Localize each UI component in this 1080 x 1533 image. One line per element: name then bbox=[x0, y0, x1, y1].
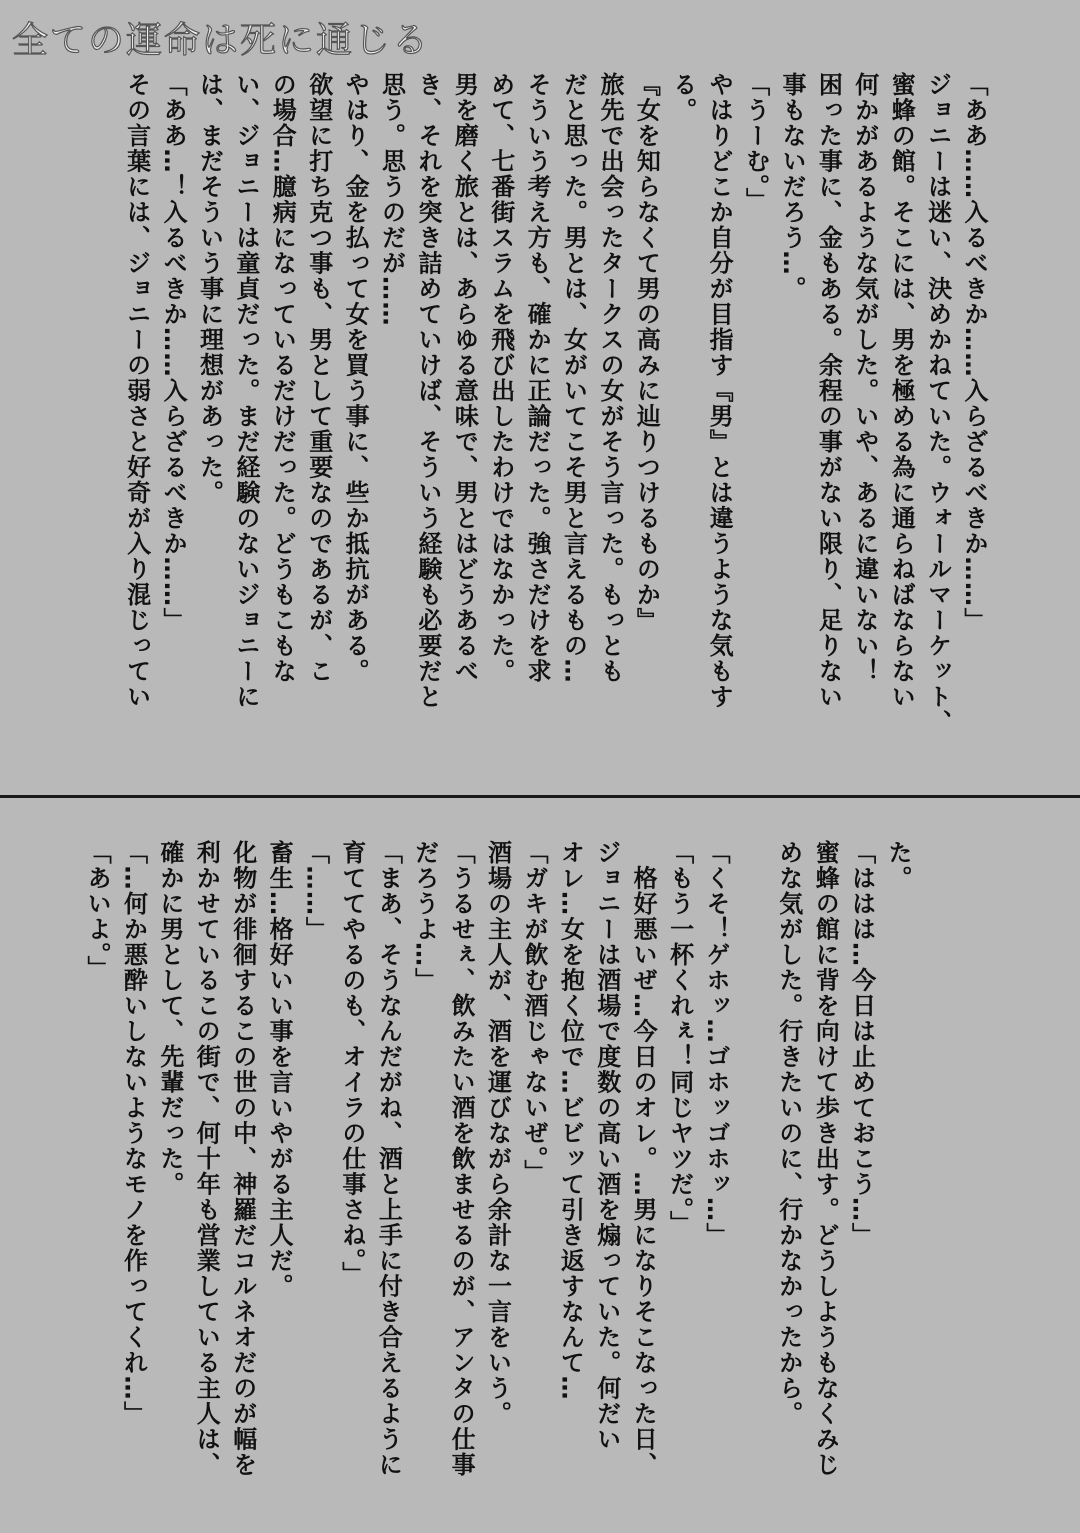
text-line: 何かがあるような気がした。いや、あるに違いない！ bbox=[850, 72, 879, 684]
text-line: 欲望に打ち克つ事も、男として重要なのであるが、こ bbox=[304, 72, 333, 684]
text-line: い、ジョニーは童貞だった。まだ経験のないジョニーに bbox=[231, 72, 260, 710]
text-line: だと思った。男とは、女がいてこそ男と言えるもの… bbox=[559, 72, 588, 684]
text-line: 畜生…格好いい事を言いやがる主人だ。 bbox=[265, 840, 294, 1299]
text-line: 「…何か悪酔いしないようなモノを作ってくれ…」 bbox=[119, 840, 148, 1427]
text-line: やはりどこか自分が目指す『男』とは違うような気もす bbox=[705, 72, 734, 710]
text-line: 「もう一杯くれぇ！同じヤツだ。」 bbox=[665, 840, 694, 1236]
text-line: 「……」 bbox=[301, 840, 330, 942]
text-line: 利かせているこの街で、何十年も営業している主人は、 bbox=[192, 840, 221, 1478]
text-line: は、まだそういう事に理想があった。 bbox=[195, 72, 224, 506]
text-line: だろうよ…」 bbox=[410, 840, 439, 993]
text-line: 「まあ、そうなんだがね、酒と上手に付き合えるように bbox=[374, 840, 403, 1478]
text-line: 「ガキが飲む酒じゃないぜ。」 bbox=[519, 840, 548, 1185]
upper-text-block bbox=[118, 72, 992, 752]
text-line: 思う。思うのだが…… bbox=[377, 72, 406, 327]
text-line: 蜜蜂の館に背を向けて歩き出す。どうしようもなくみじ bbox=[811, 840, 840, 1478]
text-line: 確かに男として、先輩だった。 bbox=[155, 840, 184, 1197]
text-line: やはり、金を払って女を買う事に、些か抵抗がある。 bbox=[341, 72, 370, 684]
text-line: 化物が徘徊するこの世の中、神羅だコルネオだのが幅を bbox=[228, 840, 257, 1478]
text-line: る。 bbox=[668, 72, 697, 123]
text-line: 男を磨く旅とは、あらゆる意味で、男とはどうあるべ bbox=[450, 72, 479, 684]
text-line: 格好悪いぜ…今日のオレ。…男になりそこなった日、 bbox=[629, 840, 658, 1478]
text-line: 「ああ…！入るべきか……入らざるべきか……」 bbox=[159, 72, 188, 633]
text-line: 酒場の主人が、酒を運びながら余計な一言をいう。 bbox=[483, 840, 512, 1427]
text-line: オレ…女を抱く位で…ビビッて引き返すなんて… bbox=[556, 840, 585, 1401]
text-line: 蜜蜂の館。そこには、男を極める為に通らねばならない bbox=[887, 72, 916, 710]
text-line: 事もないだろう…。 bbox=[777, 72, 806, 302]
text-line: き、それを突き詰めていけば、そういう経験も必要だと bbox=[413, 72, 442, 710]
text-line: 「あいよ。」 bbox=[83, 840, 112, 981]
lower-text-block bbox=[79, 840, 916, 1510]
text-line: 「ははは…今日は止めておこう…」 bbox=[847, 840, 876, 1248]
text-line: ジョニーは迷い、決めかねていた。ウォールマーケット、 bbox=[923, 72, 952, 735]
text-line: そういう考え方も、確かに正論だった。強さだけを求 bbox=[523, 72, 552, 684]
text-line: 「うるせぇ、飲みたい酒を飲ませるのが、アンタの仕事 bbox=[447, 840, 476, 1478]
text-line: た。 bbox=[884, 840, 912, 891]
text-line: 「くそ！ゲホッ…ゴホッゴホッ…」 bbox=[701, 840, 730, 1248]
text-line: その言葉には、ジョニーの弱さと好奇が入り混じってい bbox=[122, 72, 151, 710]
text-line: めな気がした。行きたいのに、行かなかったから。 bbox=[774, 840, 803, 1427]
text-line: ジョニーは酒場で度数の高い酒を煽っていた。何だい bbox=[592, 840, 621, 1452]
text-line: 「ああ……入るべきか……入らざるべきか……」 bbox=[960, 72, 988, 633]
text-line: 困った事に、金もある。余程の事がない限り、足りない bbox=[814, 72, 843, 710]
text-line: の場合…臆病になっているだけだった。どうもこもな bbox=[268, 72, 297, 684]
section-divider bbox=[0, 795, 1080, 798]
text-line: 『女を知らなくて男の高みに辿りつけるものか』 bbox=[632, 72, 661, 633]
text-line: 「うーむ。」 bbox=[741, 72, 770, 213]
text-line: 旅先で出会ったタークスの女がそう言った。もっとも bbox=[595, 72, 624, 684]
text-line: めて、七番街スラムを飛び出したわけではなかった。 bbox=[486, 72, 515, 684]
page-title: 全ての運命は死に通じる bbox=[12, 20, 431, 61]
text-line: 育ててやるのも、オイラの仕事さね。」 bbox=[337, 840, 366, 1287]
text-line bbox=[734, 840, 770, 1510]
